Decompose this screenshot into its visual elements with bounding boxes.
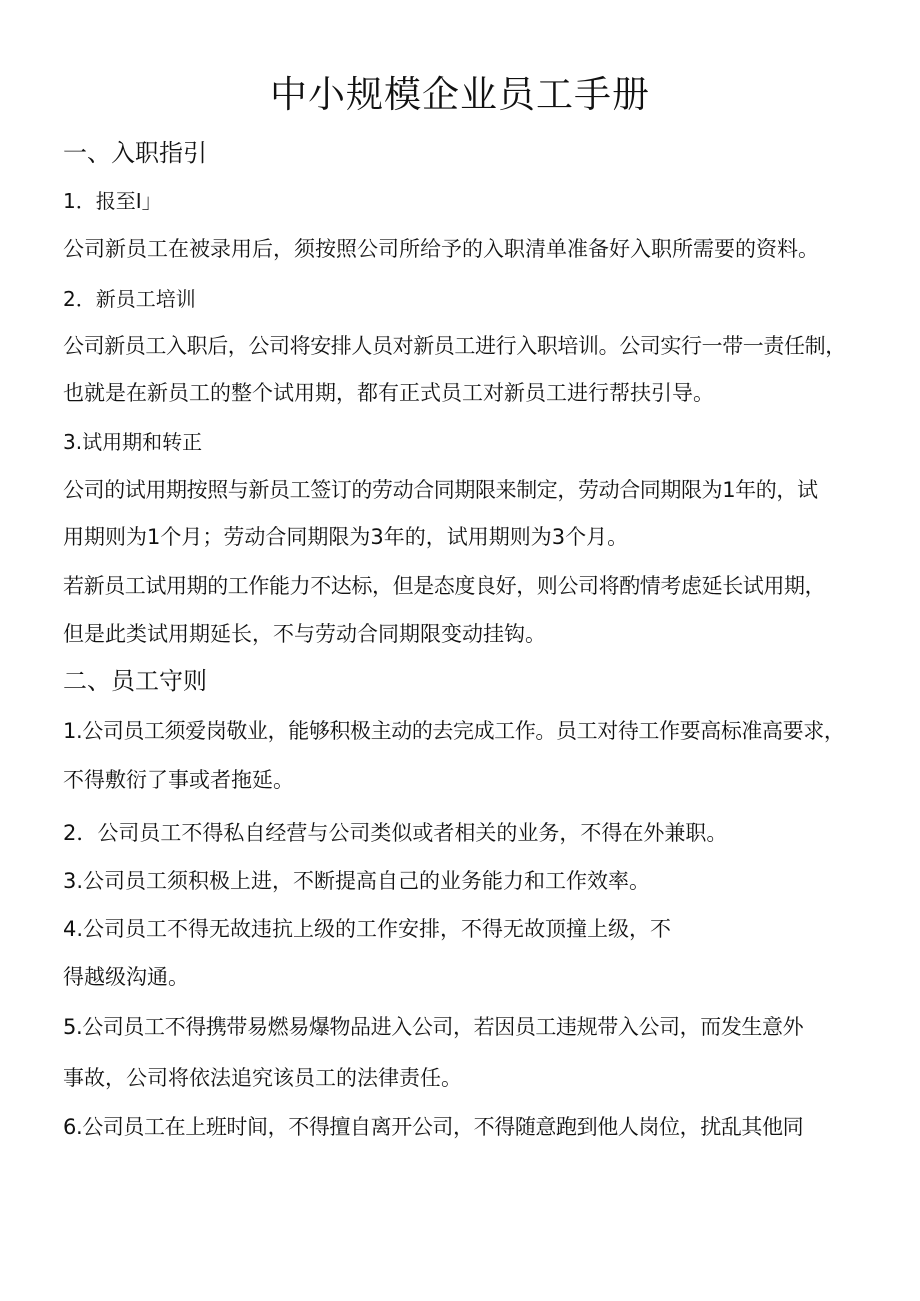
paragraph-line: 公司的试用期按照与新员工签订的劳动合同期限来制定，劳动合同期限为1年的，试 bbox=[63, 478, 818, 502]
subheading-report: 1．报至I」 bbox=[63, 189, 162, 213]
subheading-training: 2．新员工培训 bbox=[63, 287, 196, 311]
rule-item: 6.公司员工在上班时间，不得擅自离开公司，不得随意跑到他人岗位，扰乱其他同 bbox=[63, 1115, 804, 1139]
rule-item: 3.公司员工须积极上进，不断提高自己的业务能力和工作效率。 bbox=[63, 869, 651, 893]
rule-item: 5.公司员工不得携带易燃易爆物品进入公司，若因员工违规带入公司，而发生意外 bbox=[63, 1015, 804, 1039]
paragraph-line: 公司新员工入职后，公司将安排人员对新员工进行入职培训。公司实行一带一责任制， bbox=[63, 334, 846, 358]
document-title: 中小规模企业员工手册 bbox=[270, 73, 650, 116]
rule-item-continuation: 得越级沟通。 bbox=[63, 965, 189, 989]
rule-item: 1.公司员工须爱岗敬业，能够积极主动的去完成工作。员工对待工作要高标准高要求， bbox=[63, 719, 845, 743]
rule-item: 2．公司员工不得私自经营与公司类似或者相关的业务，不得在外兼职。 bbox=[63, 821, 728, 845]
rule-item-continuation: 不得敷衍了事或者拖延。 bbox=[63, 768, 294, 792]
paragraph-line: 若新员工试用期的工作能力不达标，但是态度良好，则公司将酌情考虑延长试用期， bbox=[63, 574, 826, 598]
rule-item: 4.公司员工不得无故违抗上级的工作安排，不得无故顶撞上级，不 bbox=[63, 917, 672, 941]
paragraph-line: 公司新员工在被录用后，须按照公司所给予的入职清单准备好入职所需要的资料。 bbox=[63, 237, 819, 261]
section-heading-onboarding: 一、入职指引 bbox=[63, 139, 207, 167]
paragraph-line: 用期则为1个月；劳动合同期限为3年的，试用期则为3个月。 bbox=[63, 525, 629, 549]
rule-item-continuation: 事故，公司将依法追究该员工的法律责任。 bbox=[63, 1066, 462, 1090]
paragraph-line: 但是此类试用期延长，不与劳动合同期限变动挂钩。 bbox=[63, 622, 546, 646]
section-heading-rules: 二、员工守则 bbox=[63, 667, 207, 695]
subheading-probation: 3.试用期和转正 bbox=[63, 430, 203, 454]
paragraph-line: 也就是在新员工的整个试用期，都有正式员工对新员工进行帮扶引导。 bbox=[63, 381, 714, 405]
